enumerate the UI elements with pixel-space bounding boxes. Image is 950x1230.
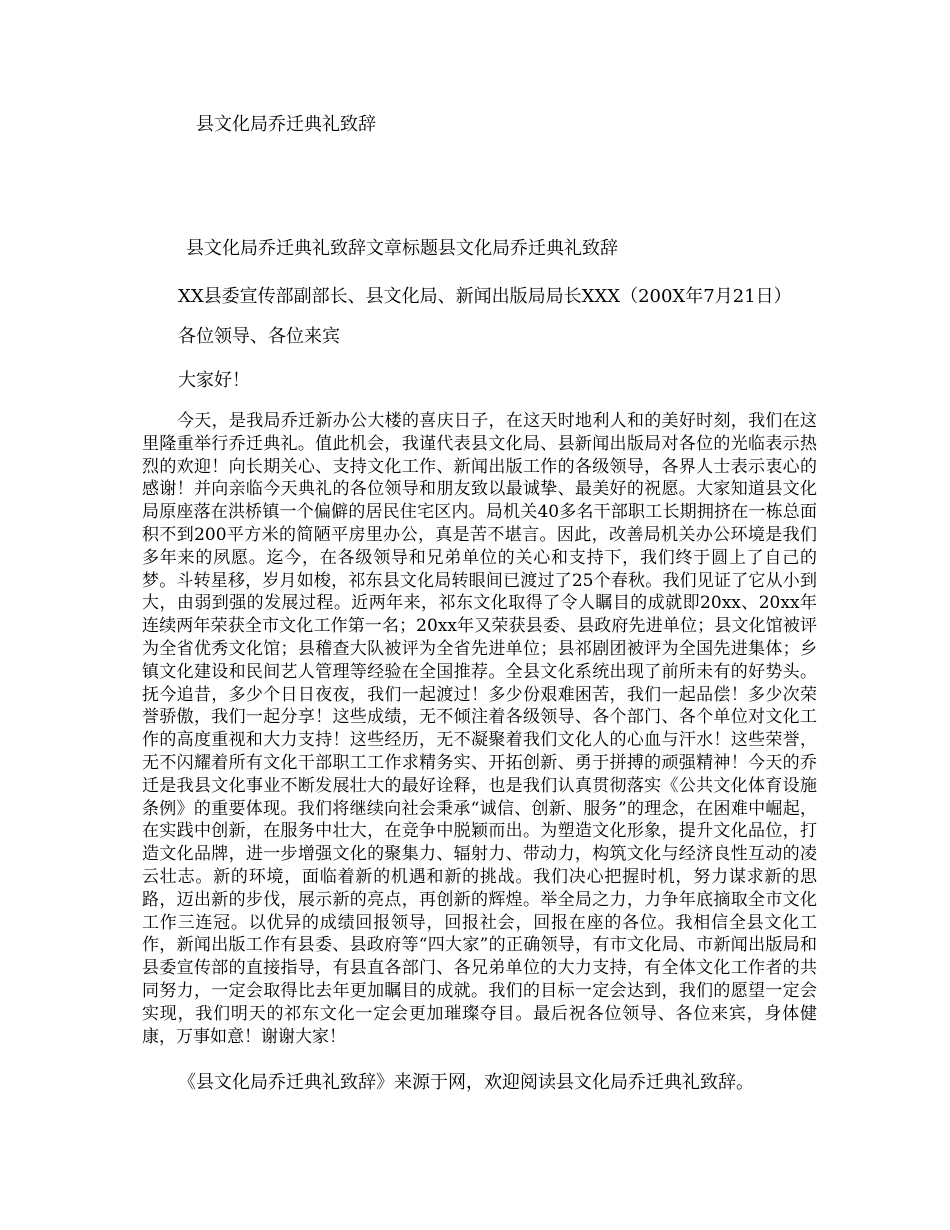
speech-body: 今天，是我局乔迁新办公大楼的喜庆日子，在这天时地利人和的美好时刻，我们在这里隆重举行乔迁典礼。值此机会，我谨代表县文化局、县新闻出版局对各位的光临表示热烈的欢迎！向长期关心、支持文化工作、新闻出版工作的各级领导，各界人士表示衷心的感谢！并向亲临今天典礼的各位领导和朋友致以最诚挚、最美好的祝愿。大家知道县文化局原座落在洪桥镇一个偏僻的居民住宅区内。局机关40多名干部职工长期拥挤在一栋总面积不到200平方米的简陋平房里办公，真是苦不堪言。因此，改善局机关办公环境是我们多年来的夙愿。迄今，在各级领导和兄弟单位的关心和支持下，我们终于圆上了自己的梦。斗转星移，岁月如梭，祁东县文化局转眼间已渡过了25个春秋。我们见证了它从小到大，由弱到强的发展过程。近两年来，祁东文化取得了令人瞩目的成就即20xx、20xx年连续两年荣获全市文化工作第一名；20xx年又荣获县委、县政府先进单位；县文化馆被评为全省优秀文化馆；县稽查大队被评为全省先进单位；县祁剧团被评为全国先进集体；乡镇文化建设和民间艺人管理等经验在全国推荐。全县文化系统出现了前所未有的好势头。抚今追昔，多少个日日夜夜，我们一起渡过！多少份艰难困苦，我们一起品偿！多少次荣誉骄傲，我们一起分享！这些成绩，无不倾注着各级领导、各个部门、各个单位对文化工作的高度重视和大力支持！这些经历，无不凝聚着我们文化人的心血与汗水！这些荣誉，无不闪耀着所有文化干部职工工作求精务实、开拓创新、勇于拼搏的顽强精神！今天的乔迁是我县文化事业不断发展壮大的最好诠释，也是我们认真贯彻落实《公共文化体育设施条例》的重要体现。我们将继续向社会秉承“诚信、创新、服务”的理念，在困难中崛起，在实践中创新，在服务中壮大，在竞争中脱颖而出。为塑造文化形象，提升文化品位，打造文化品牌，进一步增强文化的聚集力、辐射力、带动力，构筑文化与经济良性互动的凌云壮志。新的环境，面临着新的机遇和新的挑战。我们决心把握时机，努力谋求新的思路，迈出新的步伐，展示新的亮点，再创新的辉煌。举全局之力，力争年底摘取全市文化工作三连冠。以优异的成绩回报领导，回报社会，回报在座的各位。我相信全县文化工作，新闻出版工作有县委、县政府等“四大家”的正确领导，有市文化局、市新闻出版局和县委宣传部的直接指导，有县直各部门、各兄弟单位的大力支持，有全体文化工作者的共同努力，一定会取得比去年更加瞩目的成就。我们的目标一定会达到，我们的愿望一定会实现，我们明天的祁东文化一定会更加璀璨夺目。最后祝各位领导、各位来宾，身体健康，万事如意！谢谢大家！ — [142, 411, 817, 1047]
salutation: 各位领导、各位来宾 — [178, 326, 340, 347]
source-note: 《县文化局乔迁典礼致辞》来源于网，欢迎阅读县文化局乔迁典礼致辞。 — [178, 1072, 754, 1093]
greeting: 大家好！ — [178, 370, 250, 391]
author-line: XX县委宣传部副部长、县文化局、新闻出版局局长XXX（200X年7月21日） — [178, 286, 792, 307]
document-title: 县文化局乔迁典礼致辞 — [196, 114, 376, 135]
article-subtitle: 县文化局乔迁典礼致辞文章标题县文化局乔迁典礼致辞 — [186, 238, 618, 259]
